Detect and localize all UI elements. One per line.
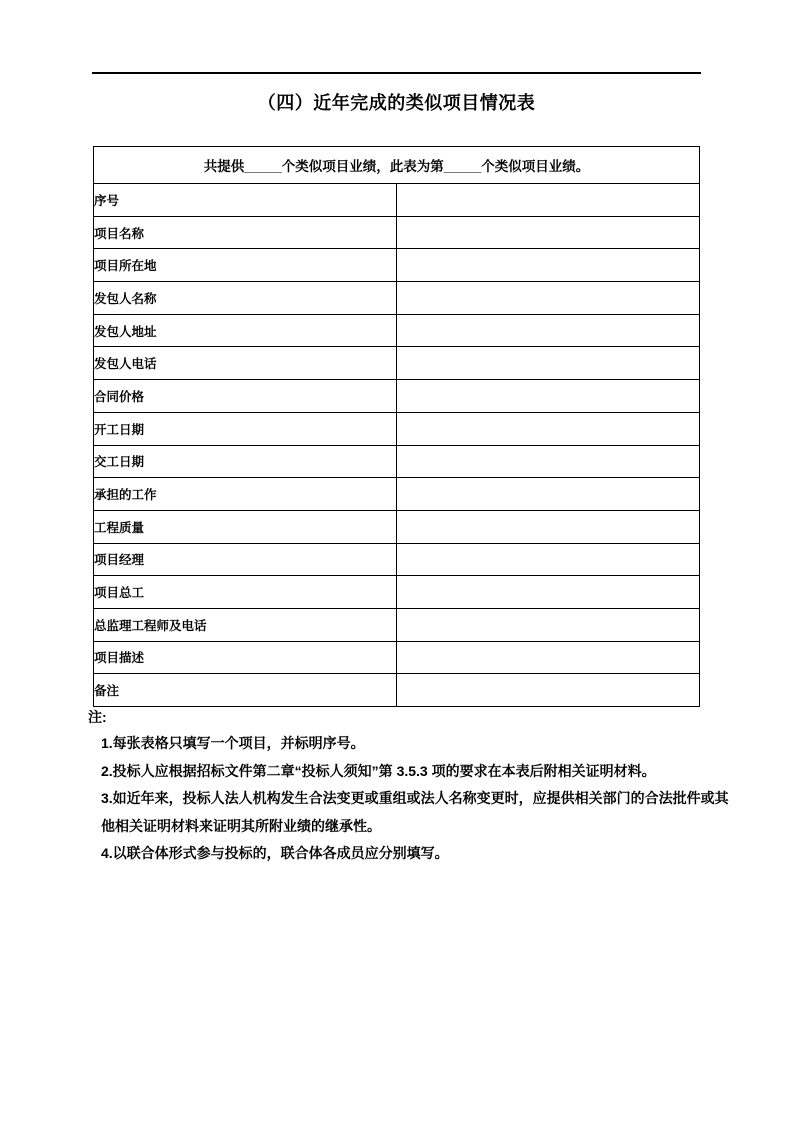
field-value-cell — [397, 543, 700, 576]
table-row — [94, 510, 700, 543]
field-label-cell: 项目所在地 — [94, 249, 397, 282]
field-label-cell: 项目经理 — [94, 543, 397, 576]
table-row — [94, 412, 700, 445]
field-value-cell — [397, 412, 700, 445]
table-row — [94, 216, 700, 249]
field-value-cell — [397, 249, 700, 282]
table-row — [94, 445, 700, 478]
field-label-cell: 承担的工作 — [94, 478, 397, 511]
field-value-cell — [397, 478, 700, 511]
field-value-cell — [397, 282, 700, 315]
notes-section — [88, 704, 738, 868]
table-row — [94, 282, 700, 315]
field-value-cell — [397, 576, 700, 609]
table-row — [94, 380, 700, 413]
table-row — [94, 608, 700, 641]
field-value-cell — [397, 347, 700, 380]
field-value-cell — [397, 445, 700, 478]
field-value-cell — [397, 380, 700, 413]
field-value-cell — [397, 314, 700, 347]
similar-projects-form-table — [93, 146, 700, 707]
table-header-row — [94, 147, 700, 184]
field-label-cell: 项目名称 — [94, 216, 397, 249]
page-title: （四）近年完成的类似项目情况表 — [257, 93, 536, 113]
table-row — [94, 314, 700, 347]
table-row — [94, 249, 700, 282]
field-value-cell — [397, 510, 700, 543]
field-label-cell: 发包人名称 — [94, 282, 397, 315]
field-value-cell — [397, 608, 700, 641]
note-item: 1.每张表格只填写一个项目，并标明序号。 — [101, 735, 365, 751]
table-row — [94, 576, 700, 609]
table-row — [94, 543, 700, 576]
field-value-cell — [397, 184, 700, 217]
table-row — [94, 184, 700, 217]
note-item: 4.以联合体形式参与投标的，联合体各成员应分别填写。 — [101, 845, 449, 862]
table-header-text: 共提供_____个类似项目业绩，此表为第_____个类似项目业绩。 — [94, 147, 700, 184]
table-row — [94, 641, 700, 674]
field-label-cell: 项目总工 — [94, 576, 397, 609]
table-row — [94, 674, 700, 707]
field-label-cell: 序号 — [94, 184, 397, 217]
field-label-cell: 开工日期 — [94, 412, 397, 445]
field-value-cell — [397, 641, 700, 674]
field-label-cell: 交工日期 — [94, 445, 397, 478]
field-label-cell: 总监理工程师及电话 — [94, 608, 397, 641]
note-item: 3.如近年来，投标人法人机构发生合法变更或重组或法人名称变更时，应提供相关部门的合法批件或其他相关证明材料来证明其所附业绩的继承性。 — [101, 790, 729, 834]
table-row — [94, 347, 700, 380]
table-row — [94, 478, 700, 511]
field-label-cell: 发包人电话 — [94, 347, 397, 380]
note-item: 2.投标人应根据招标文件第二章“投标人须知”第 3.5.3 项的要求在本表后附相关证明材料。 — [101, 762, 656, 779]
field-label-cell: 工程质量 — [94, 510, 397, 543]
field-label-cell: 发包人地址 — [94, 314, 397, 347]
page-header-rule — [92, 72, 701, 74]
field-label-cell: 备注 — [94, 674, 397, 707]
field-value-cell — [397, 674, 700, 707]
field-label-cell: 合同价格 — [94, 380, 397, 413]
field-value-cell — [397, 216, 700, 249]
notes-heading: 注: — [88, 709, 107, 725]
field-label-cell: 项目描述 — [94, 641, 397, 674]
